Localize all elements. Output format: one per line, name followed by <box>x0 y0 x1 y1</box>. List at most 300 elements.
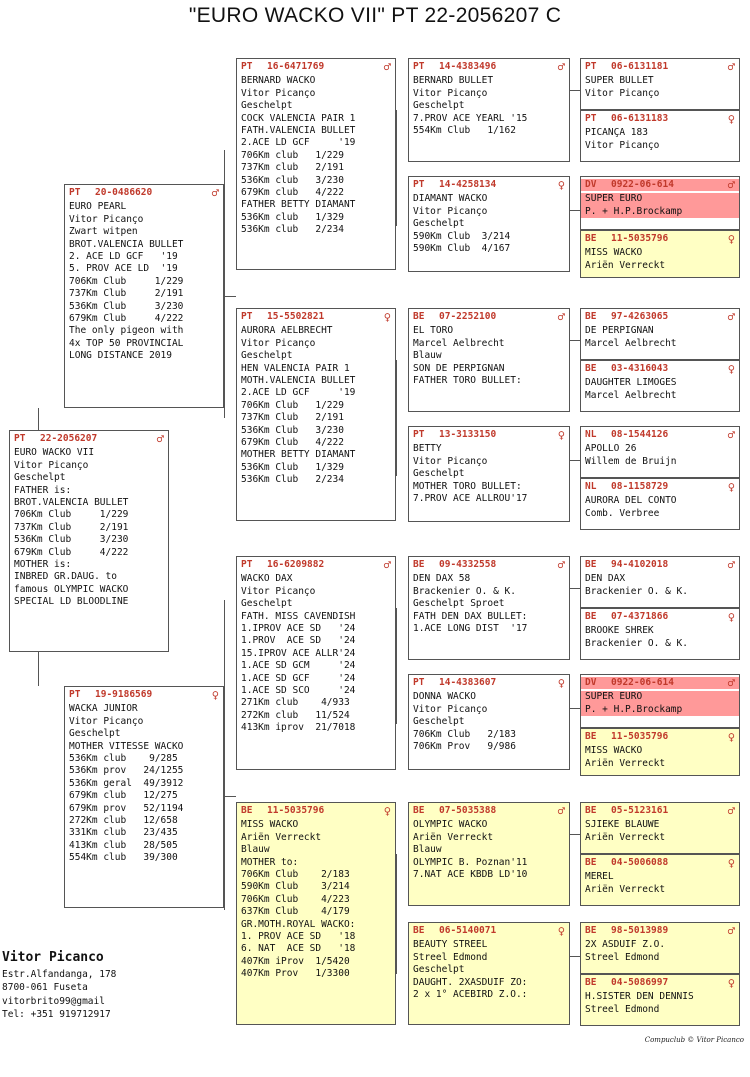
connector-line <box>38 652 39 686</box>
country-code: BE <box>585 857 597 868</box>
country-code: PT <box>69 689 81 700</box>
pedigree-card-gen4-10[interactable] <box>580 608 740 660</box>
female-symbol-icon: ♀ <box>557 428 565 442</box>
card-header <box>585 559 735 571</box>
country-code: BE <box>241 805 253 816</box>
card-line: 6. NAT ACE SD '18 <box>241 943 356 955</box>
pedigree-card-gen3-3[interactable] <box>408 308 570 412</box>
card-line: 706Km Club 4/223 <box>241 893 350 905</box>
card-header <box>413 179 565 191</box>
card-line: 536Km Club 3/230 <box>69 300 184 312</box>
ring-number: 19-9186569 <box>95 689 153 700</box>
card-header <box>585 731 735 743</box>
pedigree-card-subject[interactable] <box>9 430 169 652</box>
breeder-name: Vitor Picanço <box>413 703 488 715</box>
card-line: 1.ACE SD GCF '24 <box>241 672 356 684</box>
pigeon-name: SJIEKE BLAUWE <box>585 819 660 831</box>
card-line: 1. PROV ACE SD '18 <box>241 931 356 943</box>
card-header <box>581 677 739 689</box>
card-header <box>585 977 735 989</box>
card-line: BROT.VALENCIA BULLET <box>14 497 129 509</box>
connector-line <box>396 854 397 974</box>
card-line: Geschelpt Sproet <box>413 598 505 610</box>
female-symbol-icon: ♀ <box>557 924 565 938</box>
card-line: 7.NAT ACE KBDB LD'10 <box>413 869 528 881</box>
card-line: 413Km iprov 21/7018 <box>241 722 356 734</box>
card-body <box>585 127 735 152</box>
breeder-name: Brackenier O. & K. <box>413 585 516 597</box>
country-code: PT <box>413 179 425 190</box>
female-symbol-icon: ♀ <box>211 688 219 702</box>
country-code: BE <box>585 233 597 244</box>
pedigree-card-gen4-14[interactable] <box>580 854 740 906</box>
card-body <box>585 573 735 598</box>
pigeon-name: MISS WACKO <box>585 247 643 259</box>
pedigree-card-gen4-6[interactable] <box>580 360 740 412</box>
connector-line <box>570 834 580 835</box>
card-body <box>585 247 735 272</box>
card-line: Geschelpt <box>241 350 293 362</box>
card-line: 737Km Club 2/191 <box>69 288 184 300</box>
connector-line <box>570 956 580 957</box>
male-symbol-icon: ♂ <box>557 60 565 74</box>
breeder-name: Streel Edmond <box>585 951 660 963</box>
pedigree-card-gen3-4[interactable] <box>408 426 570 522</box>
pigeon-name: 2X ASDUIF Z.O. <box>585 939 666 951</box>
card-line: 706Km Club 2/183 <box>413 728 516 740</box>
card-line: 706Km Club 1/229 <box>69 275 184 287</box>
country-code: BE <box>585 977 597 988</box>
card-line: 331Km club 23/435 <box>69 827 178 839</box>
card-header <box>14 433 164 445</box>
card-line: 1.ACE SD SCO '24 <box>241 685 356 697</box>
pedigree-card-paternal-grandmother[interactable] <box>236 308 396 521</box>
country-code: PT <box>413 429 425 440</box>
ring-number: 06-5140071 <box>439 925 497 936</box>
card-header <box>241 805 391 817</box>
card-body <box>69 703 219 864</box>
breeder-name: Brackenier O. & K. <box>585 585 688 597</box>
card-line: 272Km club 11/524 <box>241 709 350 721</box>
card-line: 737Km club 2/191 <box>241 162 344 174</box>
pigeon-name: BROOKE SHREK <box>585 625 654 637</box>
card-header <box>241 61 391 73</box>
male-symbol-icon: ♂ <box>727 428 735 442</box>
breeder-name: Vitor Picanço <box>14 459 89 471</box>
country-code: PT <box>585 61 597 72</box>
country-code: BE <box>413 805 425 816</box>
owner-email: vitorbrito99@gmail <box>2 995 105 1007</box>
card-line: 2.ACE LD GCF '19 <box>241 137 356 149</box>
card-body <box>585 495 735 520</box>
female-symbol-icon: ♀ <box>557 676 565 690</box>
card-header <box>241 311 391 323</box>
card-line: 1.IPROV ACE SD '24 <box>241 623 356 635</box>
card-line: 2. ACE LD GCF '19 <box>69 251 178 263</box>
country-code: PT <box>413 677 425 688</box>
breeder-name: P. + H.P.Brockamp <box>585 205 683 217</box>
card-header <box>413 429 565 441</box>
pigeon-name: EL TORO <box>413 325 454 337</box>
breeder-name: Ariën Verreckt <box>585 883 666 895</box>
country-code: PT <box>241 311 253 322</box>
country-code: PT <box>413 61 425 72</box>
breeder-name: Marcel Aelbrecht <box>585 337 677 349</box>
connector-line <box>38 408 39 430</box>
card-line: FATHER TORO BULLET: <box>413 375 522 387</box>
female-symbol-icon: ♀ <box>727 730 735 744</box>
connector-line <box>396 110 397 226</box>
ring-number: 06-6131181 <box>611 61 669 72</box>
country-code: BE <box>585 925 597 936</box>
card-body <box>585 991 735 1016</box>
card-line: 7.PROV ACE YEARL '15 <box>413 112 528 124</box>
card-line: 679Km prov 52/1194 <box>69 802 184 814</box>
card-line: DAUGHT. 2XASDUIF ZO: <box>413 976 528 988</box>
card-header <box>585 233 735 245</box>
pedigree-card-gen4-15[interactable] <box>580 922 740 974</box>
ring-number: 15-5502821 <box>267 311 325 322</box>
breeder-name: Ariën Verreckt <box>585 259 666 271</box>
connector-line <box>570 588 580 589</box>
female-symbol-icon: ♀ <box>727 976 735 990</box>
card-line: 679Km club 4/222 <box>241 187 344 199</box>
ring-number: 13-3133150 <box>439 429 497 440</box>
ring-number: 09-4332558 <box>439 559 497 570</box>
card-line: INBRED GR.DAUG. to <box>14 571 117 583</box>
card-line: MOTHER is: <box>14 559 72 571</box>
pedigree-card-gen4-12[interactable] <box>580 728 740 776</box>
card-line: Geschelpt <box>241 100 293 112</box>
card-line: Geschelpt <box>413 100 465 112</box>
country-code: PT <box>241 559 253 570</box>
card-line: 679Km Club 4/222 <box>14 546 129 558</box>
pedigree-card-gen4-13[interactable] <box>580 802 740 854</box>
card-body <box>585 377 735 402</box>
card-line: 706Km Club 2/183 <box>241 869 350 881</box>
ring-number: 04-5006088 <box>611 857 669 868</box>
card-body <box>14 447 164 608</box>
card-header <box>413 925 565 937</box>
card-header <box>413 61 565 73</box>
card-line: 536Km Club 2/234 <box>241 474 344 486</box>
pigeon-name: MEREL <box>585 871 614 883</box>
connector-line <box>570 90 580 91</box>
ring-number: 08-1544126 <box>611 429 669 440</box>
ring-number: 07-4371866 <box>611 611 669 622</box>
country-code: PT <box>69 187 81 198</box>
connector-line <box>224 600 225 910</box>
female-symbol-icon: ♀ <box>383 804 391 818</box>
card-header <box>69 689 219 701</box>
card-line: 536Km geral 49/3912 <box>69 777 184 789</box>
card-header <box>413 805 565 817</box>
pigeon-name: MISS WACKO <box>241 819 299 831</box>
female-symbol-icon: ♀ <box>383 310 391 324</box>
connector-line <box>570 210 580 211</box>
card-line: 536Km Club 3/230 <box>241 424 344 436</box>
pigeon-name: BERNARD WACKO <box>241 75 316 87</box>
pedigree-card-gen3-1[interactable] <box>408 58 570 162</box>
card-header <box>585 61 735 73</box>
card-line: SON DE PERPIGNAN <box>413 362 505 374</box>
card-line: 706Km club 1/229 <box>241 149 344 161</box>
card-body <box>585 325 735 350</box>
card-line: 536Km Club 1/329 <box>241 461 344 473</box>
female-symbol-icon: ♀ <box>727 856 735 870</box>
pigeon-name: AURORA DEL CONTO <box>585 495 677 507</box>
card-line: 637Km Club 4/179 <box>241 906 350 918</box>
card-line: 536Km Club 3/230 <box>14 534 129 546</box>
card-line: BROT.VALENCIA BULLET <box>69 238 184 250</box>
card-line: MOTHER VITESSE WACKO <box>69 740 184 752</box>
card-line: 2 x 1° ACEBIRD Z.O.: <box>413 989 528 1001</box>
card-line: 15.IPROV ACE ALLR'24 <box>241 647 356 659</box>
pedigree-card-gen4-9[interactable] <box>580 556 740 608</box>
card-line: 706Km Club 1/229 <box>241 399 344 411</box>
card-line: 554Km Club 1/162 <box>413 125 516 137</box>
pedigree-card-gen4-4[interactable] <box>580 230 740 278</box>
pigeon-name: WACKO DAX <box>241 573 293 585</box>
breeder-name: Vitor Picanço <box>241 337 316 349</box>
ring-number: 11-5035796 <box>611 731 669 742</box>
pigeon-name: BERNARD BULLET <box>413 75 494 87</box>
card-line: Geschelpt <box>413 716 465 728</box>
female-symbol-icon: ♀ <box>727 610 735 624</box>
male-symbol-icon: ♂ <box>727 178 735 192</box>
pigeon-name: BETTY <box>413 443 442 455</box>
pigeon-name: DONNA WACKO <box>413 691 476 703</box>
female-symbol-icon: ♀ <box>557 178 565 192</box>
card-line: 272Km club 12/658 <box>69 815 178 827</box>
male-symbol-icon: ♂ <box>156 432 164 446</box>
pedigree-card-father[interactable] <box>64 184 224 408</box>
card-line: SPECIAL LD BLOODLINE <box>14 596 129 608</box>
pedigree-card-gen4-16[interactable] <box>580 974 740 1026</box>
card-line: Geschelpt <box>69 728 121 740</box>
connector-line <box>224 796 236 797</box>
ring-number: 11-5035796 <box>267 805 325 816</box>
card-body <box>241 75 391 236</box>
breeder-name: Vitor Picanço <box>413 87 488 99</box>
card-line: Geschelpt <box>413 964 465 976</box>
pigeon-name: EURO PEARL <box>69 201 127 213</box>
card-body <box>413 691 565 753</box>
pigeon-name: APOLLO 26 <box>585 443 637 455</box>
pedigree-card-gen4-2[interactable] <box>580 110 740 162</box>
card-body <box>241 819 391 980</box>
breeder-name: Vitor Picanço <box>69 715 144 727</box>
pedigree-card-gen3-7[interactable] <box>408 802 570 906</box>
breeder-name: Marcel Aelbrecht <box>413 337 505 349</box>
card-line: 407Km Prov 1/3300 <box>241 968 350 980</box>
card-header <box>585 611 735 623</box>
country-code: BE <box>585 363 597 374</box>
card-line: OLYMPIC B. Poznan'11 <box>413 856 528 868</box>
card-line: 536Km club 3/230 <box>241 174 344 186</box>
card-line: Zwart witpen <box>69 226 138 238</box>
card-body <box>585 443 735 468</box>
card-header <box>69 187 219 199</box>
owner-info <box>2 951 116 1022</box>
pedigree-card-gen4-8[interactable] <box>580 478 740 530</box>
owner-name: Vitor Picanco <box>2 950 104 965</box>
card-line: FATH. MISS CAVENDISH <box>241 610 356 622</box>
ring-number: 16-6209882 <box>267 559 325 570</box>
card-line: COCK VALENCIA PAIR 1 <box>241 112 356 124</box>
card-header <box>585 429 735 441</box>
card-body <box>413 193 565 255</box>
card-body <box>413 75 565 137</box>
owner-phone: Tel: +351 919712917 <box>2 1009 111 1020</box>
breeder-name: Vitor Picanço <box>413 205 488 217</box>
pedigree-card-gen3-2[interactable] <box>408 176 570 272</box>
breeder-name: Willem de Bruijn <box>585 455 677 467</box>
connector-line <box>396 608 397 724</box>
ring-number: 07-5035388 <box>439 805 497 816</box>
card-line: 679Km Club 4/222 <box>69 313 184 325</box>
pedigree-card-maternal-grandfather[interactable] <box>236 556 396 770</box>
card-line: Geschelpt <box>241 598 293 610</box>
card-line: FATHER is: <box>14 484 72 496</box>
breeder-name: Ariën Verreckt <box>413 831 494 843</box>
ring-number: 0922-06-614 <box>611 179 674 190</box>
page-title: "EURO WACKO VII" PT 22-2056207 C <box>188 4 562 27</box>
pedigree-card-gen4-7[interactable] <box>580 426 740 478</box>
card-body <box>581 691 739 716</box>
male-symbol-icon: ♂ <box>727 310 735 324</box>
card-body <box>413 573 565 635</box>
breeder-name: Vitor Picanço <box>69 213 144 225</box>
card-body <box>69 201 219 362</box>
pedigree-card-mother[interactable] <box>64 686 224 908</box>
female-symbol-icon: ♀ <box>727 232 735 246</box>
card-header <box>585 925 735 937</box>
male-symbol-icon: ♂ <box>383 558 391 572</box>
card-line: FATH DEN DAX BULLET: <box>413 610 528 622</box>
pigeon-name: DE PERPIGNAN <box>585 325 654 337</box>
card-body <box>413 325 565 387</box>
card-body <box>413 443 565 505</box>
pigeon-name: SUPER EURO <box>585 193 643 205</box>
card-line: 1.ACE LONG DIST '17 <box>413 623 528 635</box>
card-line: HEN VALENCIA PAIR 1 <box>241 362 350 374</box>
pigeon-name: AURORA AELBRECHT <box>241 325 333 337</box>
ring-number: 05-5123161 <box>611 805 669 816</box>
breeder-name: Vitor Picanço <box>413 455 488 467</box>
card-line: Geschelpt <box>413 468 465 480</box>
pedigree-card-gen3-8[interactable] <box>408 922 570 1025</box>
card-header <box>585 481 735 493</box>
male-symbol-icon: ♂ <box>557 804 565 818</box>
pedigree-card-gen4-11[interactable] <box>580 674 740 728</box>
card-line: 590Km Club 3/214 <box>413 230 511 242</box>
male-symbol-icon: ♂ <box>557 310 565 324</box>
card-line: Geschelpt <box>14 472 66 484</box>
card-line: 413Km club 28/505 <box>69 839 178 851</box>
card-line: GR.MOTH.ROYAL WACKO: <box>241 918 356 930</box>
pigeon-name: OLYMPIC WACKO <box>413 819 488 831</box>
male-symbol-icon: ♂ <box>727 924 735 938</box>
pigeon-name: PICANÇA 183 <box>585 127 648 139</box>
connector-line <box>570 340 580 341</box>
breeder-name: Ariën Verreckt <box>585 757 666 769</box>
ring-number: 98-5013989 <box>611 925 669 936</box>
card-header <box>585 805 735 817</box>
country-code: PT <box>585 113 597 124</box>
card-line: 7.PROV ACE ALLROU'17 <box>413 493 528 505</box>
card-header <box>581 179 739 191</box>
card-line: LONG DISTANCE 2019 <box>69 350 172 362</box>
pedigree-card-maternal-grandmother[interactable] <box>236 802 396 1025</box>
card-line: 590Km Club 4/167 <box>413 243 511 255</box>
card-header <box>241 559 391 571</box>
country-code: BE <box>585 311 597 322</box>
card-body <box>585 75 735 100</box>
card-body <box>585 871 735 896</box>
card-line: 706Km Club 1/229 <box>14 509 129 521</box>
breeder-name: Streel Edmond <box>585 1003 660 1015</box>
pedigree-card-gen4-5[interactable] <box>580 308 740 360</box>
pedigree-card-paternal-grandfather[interactable] <box>236 58 396 270</box>
ring-number: 20-0486620 <box>95 187 153 198</box>
pigeon-name: BEAUTY STREEL <box>413 939 488 951</box>
country-code: DV <box>585 179 597 190</box>
card-line: famous OLYMPIC WACKO <box>14 583 129 595</box>
male-symbol-icon: ♂ <box>211 186 219 200</box>
card-line: Blauw <box>241 844 270 856</box>
card-line: 407Km iProv 1/5420 <box>241 955 350 967</box>
card-line: MOTH.VALENCIA BULLET <box>241 375 356 387</box>
card-body <box>585 819 735 844</box>
pigeon-name: DIAMANT WACKO <box>413 193 488 205</box>
card-body <box>585 745 735 770</box>
card-line: 679Km Club 4/222 <box>241 437 344 449</box>
card-body <box>241 573 391 734</box>
country-code: BE <box>585 559 597 570</box>
ring-number: 14-4383607 <box>439 677 497 688</box>
card-line: 706Km Prov 9/986 <box>413 741 516 753</box>
card-line: 554Km club 39/300 <box>69 852 178 864</box>
pedigree-card-gen3-6[interactable] <box>408 674 570 770</box>
breeder-name: Marcel Aelbrecht <box>585 389 677 401</box>
breeder-name: Vitor Picanço <box>241 585 316 597</box>
ring-number: 97-4263065 <box>611 311 669 322</box>
card-line: FATHER BETTY DIAMANT <box>241 199 356 211</box>
card-line: 536Km club 1/329 <box>241 211 344 223</box>
pedigree-card-gen4-1[interactable] <box>580 58 740 110</box>
card-line: MOTHER TORO BULLET: <box>413 480 522 492</box>
ring-number: 06-6131183 <box>611 113 669 124</box>
country-code: NL <box>585 429 597 440</box>
pedigree-card-gen3-5[interactable] <box>408 556 570 660</box>
male-symbol-icon: ♂ <box>727 558 735 572</box>
card-line: 271Km club 4/933 <box>241 697 350 709</box>
ring-number: 11-5035796 <box>611 233 669 244</box>
connector-line <box>570 708 580 709</box>
card-line: 679Km club 12/275 <box>69 790 178 802</box>
pigeon-name: EURO WACKO VII <box>14 447 95 459</box>
pedigree-card-gen4-3[interactable] <box>580 176 740 230</box>
card-body <box>585 939 735 964</box>
ring-number: 0922-06-614 <box>611 677 674 688</box>
ring-number: 08-1158729 <box>611 481 669 492</box>
breeder-name: Vitor Picanço <box>585 139 660 151</box>
connector-line <box>570 460 580 461</box>
pigeon-name: DEN DAX 58 <box>413 573 471 585</box>
ring-number: 04-5086997 <box>611 977 669 988</box>
male-symbol-icon: ♂ <box>383 60 391 74</box>
